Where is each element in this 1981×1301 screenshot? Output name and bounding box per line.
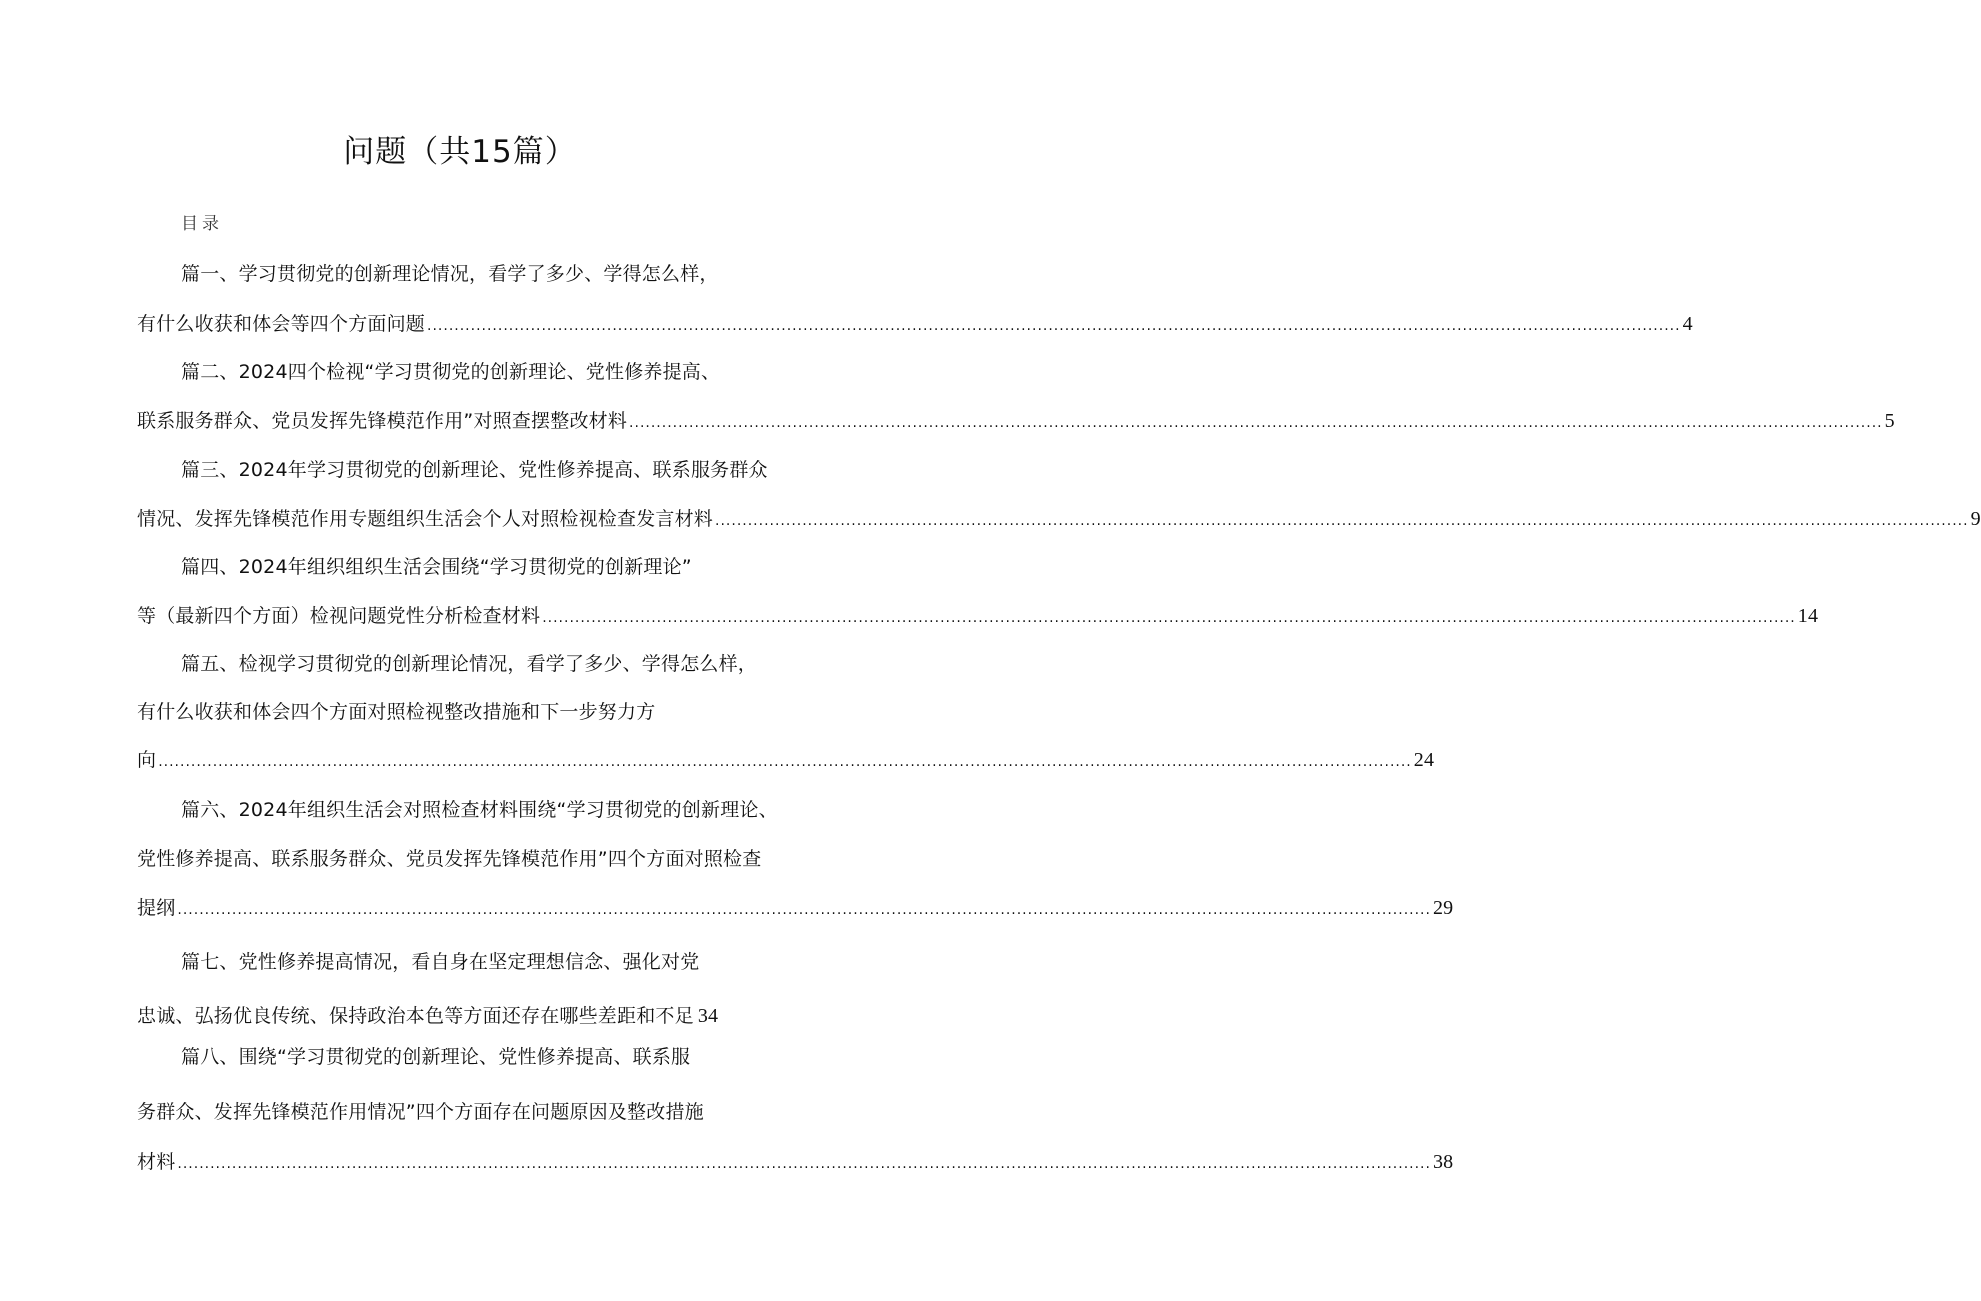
toc-entry-3-line-1: 篇三、2024年学习贯彻党的创新理论、党性修养提高、联系服务群众 — [181, 459, 768, 481]
toc-entry-2-line-2[interactable] — [137, 405, 1895, 439]
toc-entry-text: 向 — [137, 749, 157, 771]
toc-entry-5-line-3[interactable] — [137, 744, 1435, 778]
toc-entry-5-line-1: 篇五、检视学习贯彻党的创新理论情况，看学了多少、学得怎么样， — [181, 653, 758, 675]
toc-page-number: 5 — [1884, 410, 1895, 432]
toc-entry-5-line-2: 有什么收获和体会四个方面对照检视整改措施和下一步努力方 — [137, 701, 656, 723]
toc-entry-text: 有什么收获和体会等四个方面问题 — [137, 313, 426, 335]
toc-page-number: 38 — [1432, 1151, 1454, 1173]
toc-entry-text: 忠诚、弘扬优良传统、保持政治本色等方面还存在哪些差距和不足 — [137, 1005, 694, 1027]
dot-leader: ...................................................................................................................................................................................................................................... — [542, 610, 1796, 626]
toc-entry-text: 提纲 — [137, 897, 176, 919]
toc-entry-7-line-2[interactable] — [137, 1000, 797, 1032]
toc-heading: 目录 — [181, 214, 223, 234]
toc-entry-text: 联系服务群众、党员发挥先锋模范作用”对照查摆整改材料 — [137, 410, 628, 432]
toc-entry-1-line-1: 篇一、学习贯彻党的创新理论情况，看学了多少、学得怎么样， — [181, 263, 719, 285]
toc-page-number: 29 — [1432, 897, 1454, 919]
toc-entry-text: 情况、发挥先锋模范作用专题组织生活会个人对照检视检查发言材料 — [137, 508, 714, 530]
document-title: 问题（共15篇） — [343, 134, 577, 170]
toc-entry-7-line-1: 篇七、党性修养提高情况，看自身在坚定理想信念、强化对党 — [181, 951, 700, 973]
toc-entry-6-line-3[interactable] — [137, 892, 1454, 926]
dot-leader: ...................................................................................................................................................................................................................................... — [629, 415, 1883, 431]
toc-entry-6-line-1: 篇六、2024年组织生活会对照检查材料围绕“学习贯彻党的创新理论、 — [181, 799, 778, 821]
toc-page-number: 34 — [697, 1005, 719, 1027]
dot-leader: ...................................................................................................................................................................................................................................... — [715, 513, 1969, 529]
toc-entry-2-line-1: 篇二、2024四个检视“学习贯彻党的创新理论、党性修养提高、 — [181, 361, 721, 383]
toc-entry-text: 材料 — [137, 1151, 176, 1173]
dot-leader: ...................................................................................................................................................................................................................................... — [158, 754, 1412, 770]
toc-entry-4-line-1: 篇四、2024年组织组织生活会围绕“学习贯彻党的创新理论” — [181, 556, 692, 578]
toc-entry-3-line-2[interactable] — [137, 503, 1981, 537]
toc-entry-8-line-2: 务群众、发挥先锋模范作用情况”四个方面存在问题原因及整改措施 — [137, 1101, 704, 1123]
toc-entry-6-line-2: 党性修养提高、联系服务群众、党员发挥先锋模范作用”四个方面对照检查 — [137, 848, 762, 870]
dot-leader: ...................................................................................................................................................................................................................................... — [427, 318, 1681, 334]
toc-page-number: 4 — [1682, 313, 1693, 335]
dot-leader: ...................................................................................................................................................................................................................................... — [177, 902, 1431, 918]
toc-entry-8-line-1: 篇八、围绕“学习贯彻党的创新理论、党性修养提高、联系服 — [181, 1046, 691, 1068]
toc-page-number: 14 — [1797, 605, 1819, 627]
dot-leader: ...................................................................................................................................................................................................................................... — [177, 1156, 1431, 1172]
toc-entry-1-line-2[interactable] — [137, 308, 1693, 342]
toc-page-number: 24 — [1413, 749, 1435, 771]
toc-entry-text: 等（最新四个方面）检视问题党性分析检查材料 — [137, 605, 541, 627]
toc-entry-4-line-2[interactable] — [137, 600, 1819, 634]
toc-entry-8-line-3[interactable] — [137, 1146, 1454, 1180]
toc-page-number: 9 — [1970, 508, 1981, 530]
